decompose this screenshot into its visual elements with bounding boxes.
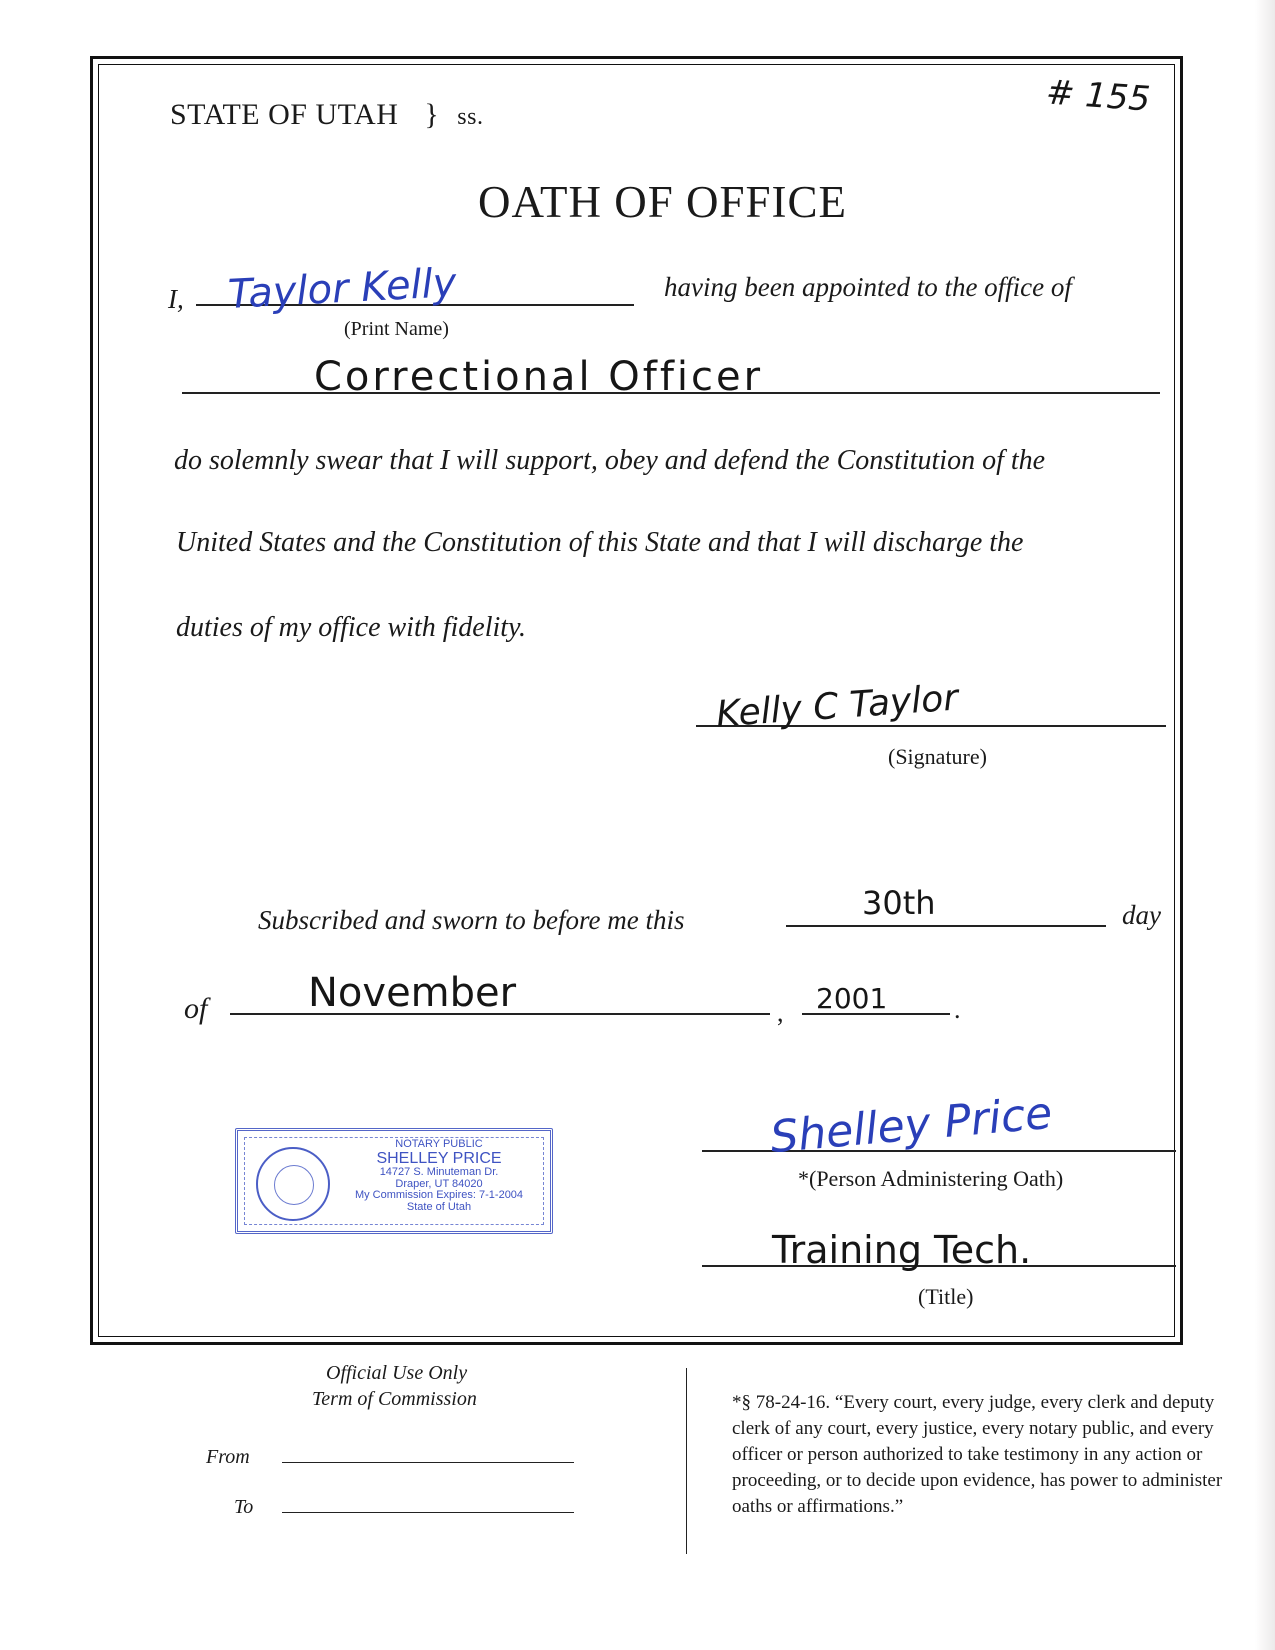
oath-line-2: United States and the Constitution of this State and that I will discharge the	[176, 527, 1024, 558]
document-title: OATH OF OFFICE	[477, 177, 848, 227]
stamp-state: State of Utah	[406, 1200, 472, 1213]
page-edge-shadow	[1255, 0, 1275, 1650]
appointed-text: having been appointed to the office of	[664, 272, 1072, 302]
to-line	[282, 1512, 574, 1513]
from-label: From	[206, 1446, 250, 1468]
signature-value: Kelly C Taylor	[714, 677, 960, 736]
office-value: Correctional Officer	[314, 354, 764, 400]
state-seal-icon	[256, 1147, 330, 1221]
day-value: 30th	[862, 884, 936, 922]
notary-stamp	[235, 1128, 553, 1234]
administrator-signature: Shelley Price	[768, 1087, 1055, 1164]
title-value: Training Tech.	[772, 1228, 1032, 1272]
document-number: # 155	[1044, 72, 1152, 120]
month-comma: ,	[777, 998, 784, 1027]
oath-line-1: do solemnly swear that I will support, obey and defend the Constitution of the	[174, 445, 1046, 476]
year-value: 2001	[816, 982, 888, 1015]
of-label: of	[184, 992, 208, 1025]
stamp-address-1: 14727 S. Minuteman Dr.	[379, 1166, 499, 1179]
to-label: To	[234, 1496, 254, 1518]
day-label: day	[1122, 900, 1161, 930]
title-label: (Title)	[918, 1284, 974, 1309]
stamp-text	[334, 1139, 544, 1214]
day-line	[786, 925, 1106, 927]
oath-prefix: I,	[168, 284, 184, 314]
ss-abbrev: ss.	[457, 104, 484, 130]
signature-label: (Signature)	[888, 744, 987, 769]
stamp-address-2: Draper, UT 84020	[395, 1177, 483, 1190]
subscribed-text: Subscribed and sworn to before me this	[258, 905, 685, 935]
statute-note: *§ 78-24-16. “Every court, every judge, every clerk and deputy clerk of any court, every justice, every notary public, and every officer or person authorized to take testimony in any action or proceeding, or to decide upon evidence, has power to administer oaths or affirmations.”	[732, 1392, 1223, 1517]
from-line	[282, 1462, 574, 1463]
administrator-label: *(Person Administering Oath)	[798, 1166, 1064, 1191]
month-value: November	[308, 970, 517, 1016]
oath-line-3: duties of my office with fidelity.	[176, 612, 526, 643]
state-header	[170, 98, 483, 132]
brace: }	[424, 98, 440, 131]
state-name: STATE OF UTAH	[170, 98, 399, 131]
stamp-name: SHELLEY PRICE	[376, 1149, 502, 1167]
vertical-divider	[686, 1368, 687, 1554]
stamp-line-1: NOTARY PUBLIC	[395, 1138, 483, 1150]
term-label: Term of Commission	[312, 1388, 477, 1410]
print-name-label: (Print Name)	[344, 318, 449, 340]
official-use-label: Official Use Only	[326, 1362, 468, 1384]
stamp-expires: My Commission Expires: 7-1-2004	[354, 1189, 524, 1202]
year-period: .	[954, 995, 961, 1024]
print-name-value: Taylor Kelly	[226, 260, 458, 318]
